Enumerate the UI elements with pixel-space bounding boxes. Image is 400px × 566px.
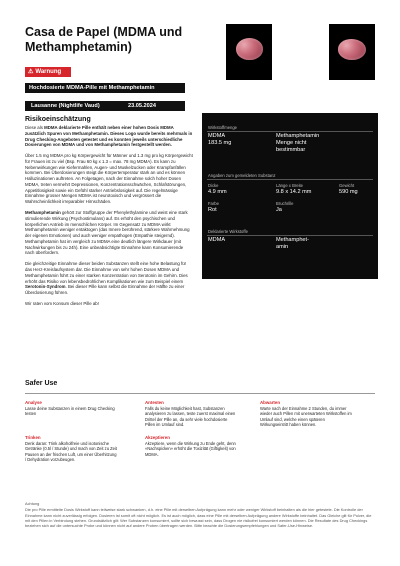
safer-use-title: Antesten [145, 400, 164, 405]
footnote-heading: Achtung [25, 501, 40, 506]
safer-use-item [145, 435, 237, 457]
ingredient-amount-2: Menge nicht bestimmbar [276, 140, 307, 153]
safer-use-heading: Safer Use [25, 380, 58, 387]
text-bold: deklarierte Pille enthält neben einer hohen Dosis MDMA zusätzlich Spuren von Methamphetamin. Dieses Logo wurde bereits mehrmals in Drug Checking-Angeboten getestet und es konnten jeweils unterschiedliche Dosierungen von MDMA und von Methamphetamin festgestellt werden. [25, 125, 193, 148]
risk-paragraph: Wir raten vom Konsum dieser Pille ab! [25, 301, 99, 306]
safer-use-title: Abwarten [260, 400, 281, 405]
weight-value: 590 mg [339, 189, 358, 195]
appearance-label: Angaben zum gemeldeten Substanz [208, 173, 276, 178]
safer-use-title: Analyse [25, 400, 42, 405]
text-span: Die gleichzeitige Einnahme dieser beiden Substanzen stellt eine hohe Belastung für das Herz-Kreislaufsystem dar. Die Einnahme von sehr hohen Dosen MDMA und Methamphetamin führt zu einer starken Konzentration von Serotonin im Gehirn. Dies erhöht das Risiko von lebensbedrohlichen Komplikationen wie zum Beispiel einem [25, 261, 188, 284]
location: Lausanne (Nightlife Vaud) [31, 103, 100, 109]
text-span: Diese als [25, 125, 45, 130]
safer-use-item [25, 435, 117, 462]
warning-badge [25, 67, 71, 77]
warning-label: Warnung [35, 69, 62, 75]
pill-front-shape [236, 38, 263, 60]
risk-paragraph [25, 210, 193, 256]
divider [207, 235, 373, 236]
substance-panel [202, 113, 378, 279]
date: 23.05.2024 [128, 103, 156, 109]
safer-use-text: Warte nach der Einnahme 2 Stunden, du immer wieder auch Pillen mit unerwarteten Wirkstoffen im Umlauf sind, welche einen späteren Wirkungseintritt haben können. [260, 406, 352, 427]
text-bold: MDMA [44, 125, 58, 130]
divider [207, 131, 373, 132]
breakline-label: Bruchrille [276, 201, 294, 206]
color-label: Farbe [208, 201, 219, 206]
safer-use-item [145, 400, 237, 427]
ingredient-substance-2: Methamphetamin [276, 133, 320, 139]
pill-back-shape [338, 39, 366, 60]
safer-use-text: Denk daran: Trink alkoholfreie und isotonische Getränke (0.5l / Stunde) und mach von Zeit zu Zeit Pausen an der frischen Luft, um einer Überhitzung / Dehydration vorzubeugen. [25, 441, 117, 462]
pill-photo-front [226, 24, 272, 80]
declared-1: MDMA [208, 237, 226, 243]
text-span: gehört zur Stoffgruppe der Phenylethylamine und weist eine stark stimulierende Wirkung (Psychostimulans) auf. Es erhöht den psychischen und körperlichen Antrieb im menschlichen Körper. Im Gegensatz zu MDMA wirkt Methamphetamin weniger entaktogen (das Innere berührend, stärkere Wahrnehmung der eigenen Emotionen) und auch weniger empathogen (Empathie steigernd). Methamphetamin hat im vergleich zu MDMA eine deutlich längere Wirkdauer (mit Nachwirkungen bis zu 24h). Eine unbeabsichtigte Einnahme kann Konsumierende nach überfordern. [25, 210, 190, 256]
safer-use-item [260, 400, 352, 427]
text-span: . Bei dieser Pille kann selbst die Einnahme der Hälfte zu einer Überdosierung führen. [25, 284, 185, 296]
weight-label: Gewicht [339, 183, 355, 188]
safer-use-text: Akzeptiere, wenn die Wirkung zu Ende geht, denn «Nachspicken» erhöht die Toxizität (Giftigkeit) von MDMA. [145, 441, 236, 457]
declared-label: Deklarierte Wirkstoffe [208, 229, 248, 234]
footnote [25, 501, 375, 528]
text-bold: Serotonin-Syndrom [25, 284, 66, 290]
breakline-value: Ja [276, 207, 282, 213]
color-value: Rot [208, 207, 217, 213]
warning-icon: ⚠ [28, 69, 34, 75]
location-date-bar [25, 101, 185, 111]
safer-use-title: Trinken [25, 435, 41, 440]
size-label: Länge x Breite [276, 183, 304, 188]
safer-use-text: Falls du keine Möglichkeit hast, Substanzen analysieren zu lassen, teste zuerst maximal einen Drittel der Pille an, da sehr viele hochdosierte Pillen im Umlauf sind. [145, 406, 236, 427]
size-value: 9.8 x 14.2 mm [276, 189, 312, 195]
risk-heading: Risikoeinschätzung [25, 116, 91, 123]
ingredient-substance: MDMA [208, 133, 226, 139]
safer-use-item [25, 400, 117, 417]
diameter-label: Dicke [208, 183, 219, 188]
risk-paragraph [25, 125, 193, 148]
ingredient-amount: 183.5 mg [208, 140, 232, 146]
diameter-value: 4.9 mm [208, 189, 227, 195]
risk-paragraph: Über 1.5 mg MDMA pro kg Körpergewicht für Männer und 1.3 mg pro kg Körpergewicht für Frauen ist zu viel (Bsp. Frau 60 kg x 1.3 = max. 78 mg MDMA). Es kann zu Nebenwirkungen wie Kiefermahlen, Augen- und Muskelzucken oder Krampfanfällen kommen. Bei Überdosierungen steigt die Körpertemperatur stark an und es können Halluzinationen auftreten. An Folgetagen, nach der Einnahme solch hoher Dosen MDMA, treten vermehrt Depressionen, Konzentrationsschwächen, Schlafstörungen, Appetitlosigkeit sowie ein Gefühl starker Antriebslosigkeit auf. Die regelmässige Einnahme grosser Mengen MDMA ist neurotoxisch und vergrössert die Wahrscheinlichkeit irreparabler Hirnschäden. [25, 153, 193, 205]
footnote-text: Die pro Pille ermittelte Dosis Wirkstoff kann teilweise stark schwanken, d.h. eine Pille mit derselben Aufprägung kann mehr oder weniger Wirkstoff beinhalten als die hier getestete. Die Kontrolle der Einnahme kann nicht zuverlässig erfolgen. Dosieren ist somit oft nicht möglich. Es ist auch möglich, dass eine Pille mit derselben Aufprägung andere Wirkstoffe beinhaltet. Das Gleiche gilt für Pulver, die mit den Pillen in Verbindung stehen. Grundsätzlich gilt: Wer Substanzen konsumiert, sollte sich bewusst sein, dass Drogen nie risikofrei konsumiert werden können. Die Resultate des Drug Checkings beziehen sich auf die untersuchte Probe und können nicht auf andere Proben übertragen werden. Bitte beachte die Dosierungsempfehlungen und Safer-Use-Hinweise. [25, 507, 372, 529]
divider [207, 179, 373, 180]
pill-photo-back [329, 24, 375, 80]
divider [25, 393, 375, 394]
ingredients-label: Wirkstoffmenge [208, 125, 238, 130]
risk-text [25, 125, 193, 312]
subtitle-bar: Hochdosierte MDMA-Pille mit Methamphetamin [25, 83, 185, 93]
safer-use-title: Akzeptieren [145, 435, 170, 440]
text-bold: Methamphetamin [25, 210, 61, 216]
risk-paragraph [25, 261, 193, 296]
declared-2: Methamphet-amin [276, 237, 309, 250]
page-title: Casa de Papel (MDMA und Methamphetamin) [25, 25, 183, 54]
safer-use-text: Lasse deine Substanzen in einem Drug Checking testen [25, 406, 115, 417]
